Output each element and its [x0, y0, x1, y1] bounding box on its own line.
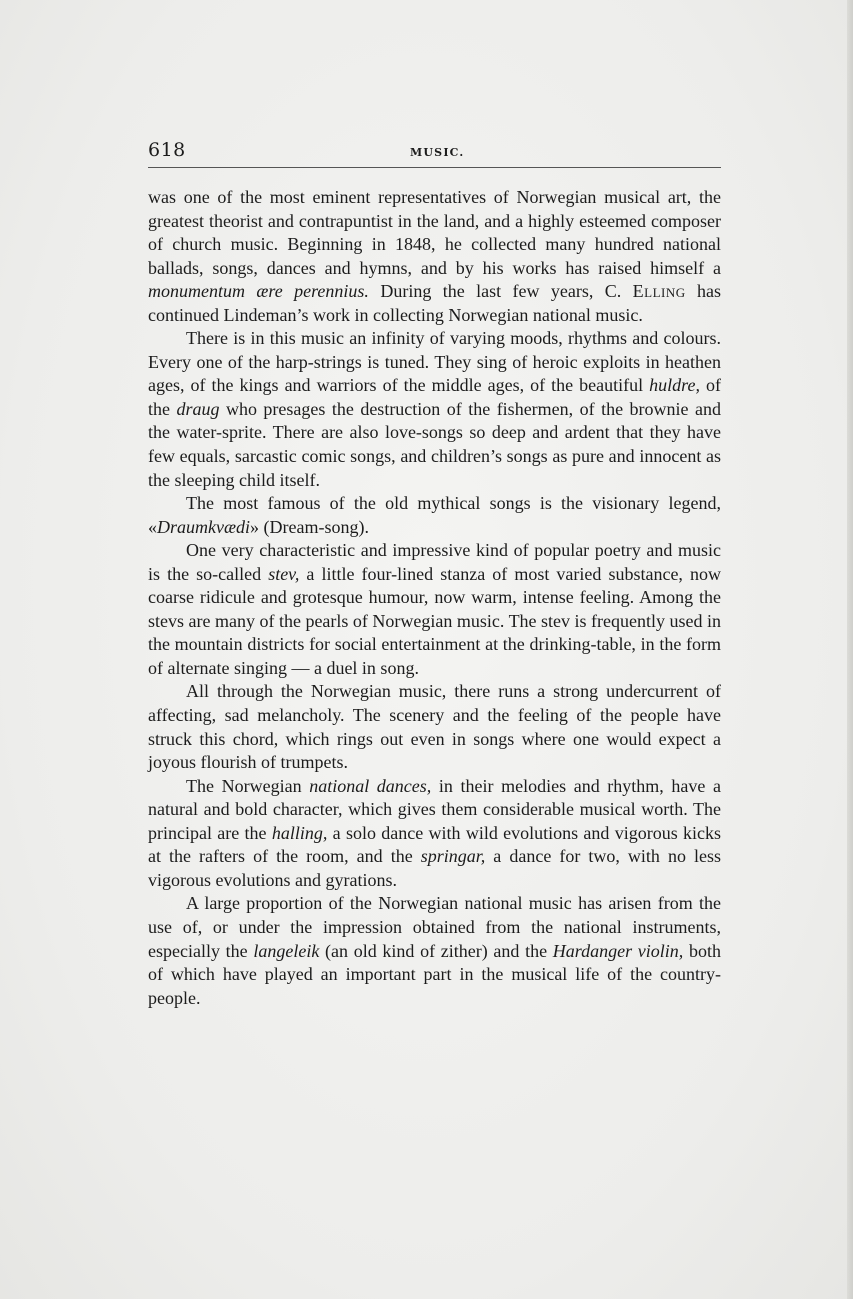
text-run: a little four-lined stanza of most varied substance, now coarse ridicule and grotesque humour, now warm, intense feeling. Among the stevs are many of the pearls of Norwegian music. The stev is frequently used in the mountain districts for social entertainment at the drinking-table, in the form of alternate singing — a duel in song. [148, 563, 722, 678]
italic-run: halling, [271, 822, 328, 843]
page-edge [847, 0, 853, 1299]
italic-run: stev, [268, 563, 300, 584]
text-run: » (Dream-song). [250, 516, 369, 537]
text-run: both of which have played an important part in the musical life of the country-people. [148, 940, 721, 1008]
text-run: was one of the most eminent representatives of Norwegian musical art, the greatest theorist and contrapuntist in the land, and a highly esteemed composer of church music. Beginning in 1848, he collected many hundred national ballads, songs, dances and hymns, and by his works has raised himself a [148, 187, 721, 278]
italic-run: draug [176, 398, 220, 419]
text-run: a dance for two, with no less vigorous evolutions and gyrations. [148, 846, 721, 890]
italic-run: national dances, [309, 775, 432, 796]
paragraph [148, 775, 721, 893]
text-run: who presages the destruction of the fishermen, of the brownie and the water-sprite. There are also love-songs so deep and ardent that they have few equals, sarcastic comic songs, and children’s songs as pure and innocent as the sleeping child itself. [148, 398, 721, 490]
text-run: The Norwegian [186, 775, 310, 796]
text-run: in their melodies and rhythm, have a natural and bold character, which gives them considerable musical worth. The principal are the [148, 775, 721, 843]
paragraph [148, 892, 721, 1010]
italic-run: springar, [420, 846, 486, 867]
paragraph [148, 680, 721, 774]
text-run: of the [148, 375, 722, 419]
text-run: a solo dance with wild evolutions and vigorous kicks at the rafters of the room, and the [148, 822, 721, 867]
paragraph [148, 327, 721, 492]
smallcaps-run: Elling [632, 281, 686, 302]
text-run: (an old kind of zither) and the [319, 940, 553, 961]
italic-run: langeleik [253, 940, 320, 961]
running-head: MUSIC. [410, 146, 465, 159]
paragraph [148, 186, 721, 327]
text-run: One very characteristic and impressive kind of popular poetry and music is the so-called [148, 540, 721, 584]
page-number: 618 [148, 139, 186, 161]
header-rule [148, 167, 721, 168]
text-run: There is in this music an infinity of varying moods, rhythms and colours. Every one of the harp-strings is tuned. They sing of heroic exploits in heathen ages, of the kings and warriors of the middle ages, of the beautiful [148, 328, 721, 396]
italic-run: Draumkvædi [157, 516, 250, 537]
body-text [148, 186, 721, 1010]
text-run: A large proportion of the Norwegian national music has arisen from the use of, or under the impression obtained from the national instruments, especially the [148, 893, 721, 961]
italic-run: Hardanger violin, [552, 940, 684, 961]
text-run: has continued Lindeman’s work in collecting Norwegian national music. [148, 281, 722, 325]
text-run: During the last few years, C. [368, 281, 633, 302]
text-run: All through the Norwegian music, there runs a strong undercurrent of affecting, sad melancholy. The scenery and the feeling of the people have struck this chord, which rings out even in songs where one would expect a joyous flourish of trumpets. [148, 681, 721, 773]
italic-run: monumentum ære perennius. [148, 281, 369, 302]
paragraph [148, 492, 721, 539]
paragraph [148, 539, 721, 680]
text-run: The most famous of the old mythical songs is the visionary legend, « [148, 493, 721, 537]
page-header [148, 136, 721, 168]
italic-run: huldre, [649, 375, 700, 396]
